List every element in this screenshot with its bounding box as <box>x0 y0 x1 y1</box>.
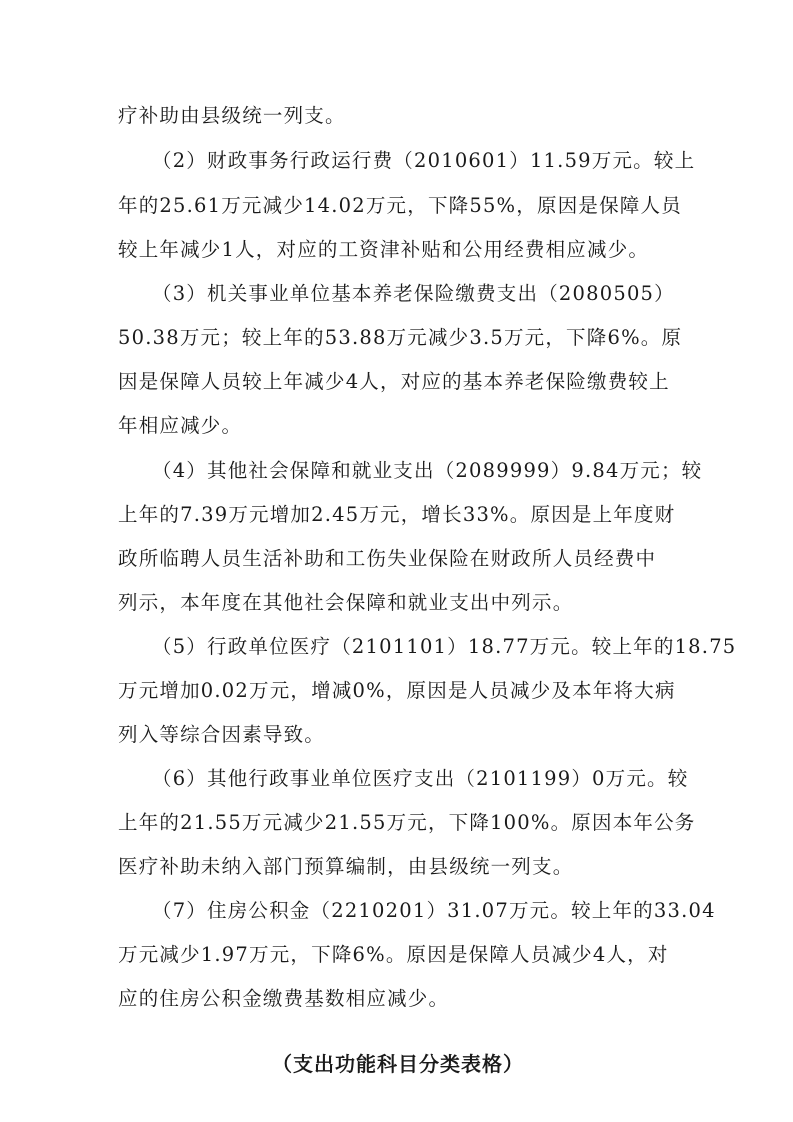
paragraph-line: 因是保障人员较上年减少4人，对应的基本养老保险缴费较上 <box>118 370 670 393</box>
paragraph-line: 列入等综合因素导致。 <box>118 723 326 746</box>
paragraph-line: 万元增加0.02万元，增减0%，原因是人员减少及本年将大病 <box>118 679 676 702</box>
paragraph-line-continuation: 疗补助由县级统一列支。 <box>118 104 346 127</box>
paragraph-line: 应的住房公积金缴费基数相应减少。 <box>118 987 450 1010</box>
paragraph-line-item-2: （2）财政事务行政运行费（2010601）11.59万元。较上 <box>152 149 696 172</box>
paragraph-line: 政所临聘人员生活补助和工伤失业保险在财政所人员经费中 <box>118 547 657 570</box>
paragraph-line-item-6: （6）其他行政事业单位医疗支出（2101199）0万元。较 <box>152 767 689 790</box>
paragraph-line: 列示，本年度在其他社会保障和就业支出中列示。 <box>118 591 574 614</box>
paragraph-line-item-4: （4）其他社会保障和就业支出（2089999）9.84万元；较 <box>152 459 703 482</box>
paragraph-line: 医疗补助未纳入部门预算编制，由县级统一列支。 <box>118 855 574 878</box>
paragraph-line: 年相应减少。 <box>118 414 243 437</box>
paragraph-line-item-3: （3）机关事业单位基本养老保险缴费支出（2080505） <box>152 282 675 305</box>
paragraph-line: 较上年减少1人，对应的工资津补贴和公用经费相应减少。 <box>118 238 650 261</box>
paragraph-line: 上年的7.39万元增加2.45万元，增长33%。原因是上年度财 <box>118 503 676 526</box>
paragraph-line-item-5: （5）行政单位医疗（2101101）18.77万元。较上年的18.75 <box>152 635 737 658</box>
section-title: （支出功能科目分类表格） <box>272 1052 524 1076</box>
paragraph-line-item-7: （7）住房公积金（2210201）31.07万元。较上年的33.04 <box>152 899 716 922</box>
paragraph-line: 万元减少1.97万元，下降6%。原因是保障人员减少4人，对 <box>118 943 669 966</box>
paragraph-line: 年的25.61万元减少14.02万元，下降55%，原因是保障人员 <box>118 194 682 217</box>
paragraph-line: 上年的21.55万元减少21.55万元，下降100%。原因本年公务 <box>118 811 696 834</box>
paragraph-line: 50.38万元；较上年的53.88万元减少3.5万元，下降6%。原 <box>118 326 683 349</box>
